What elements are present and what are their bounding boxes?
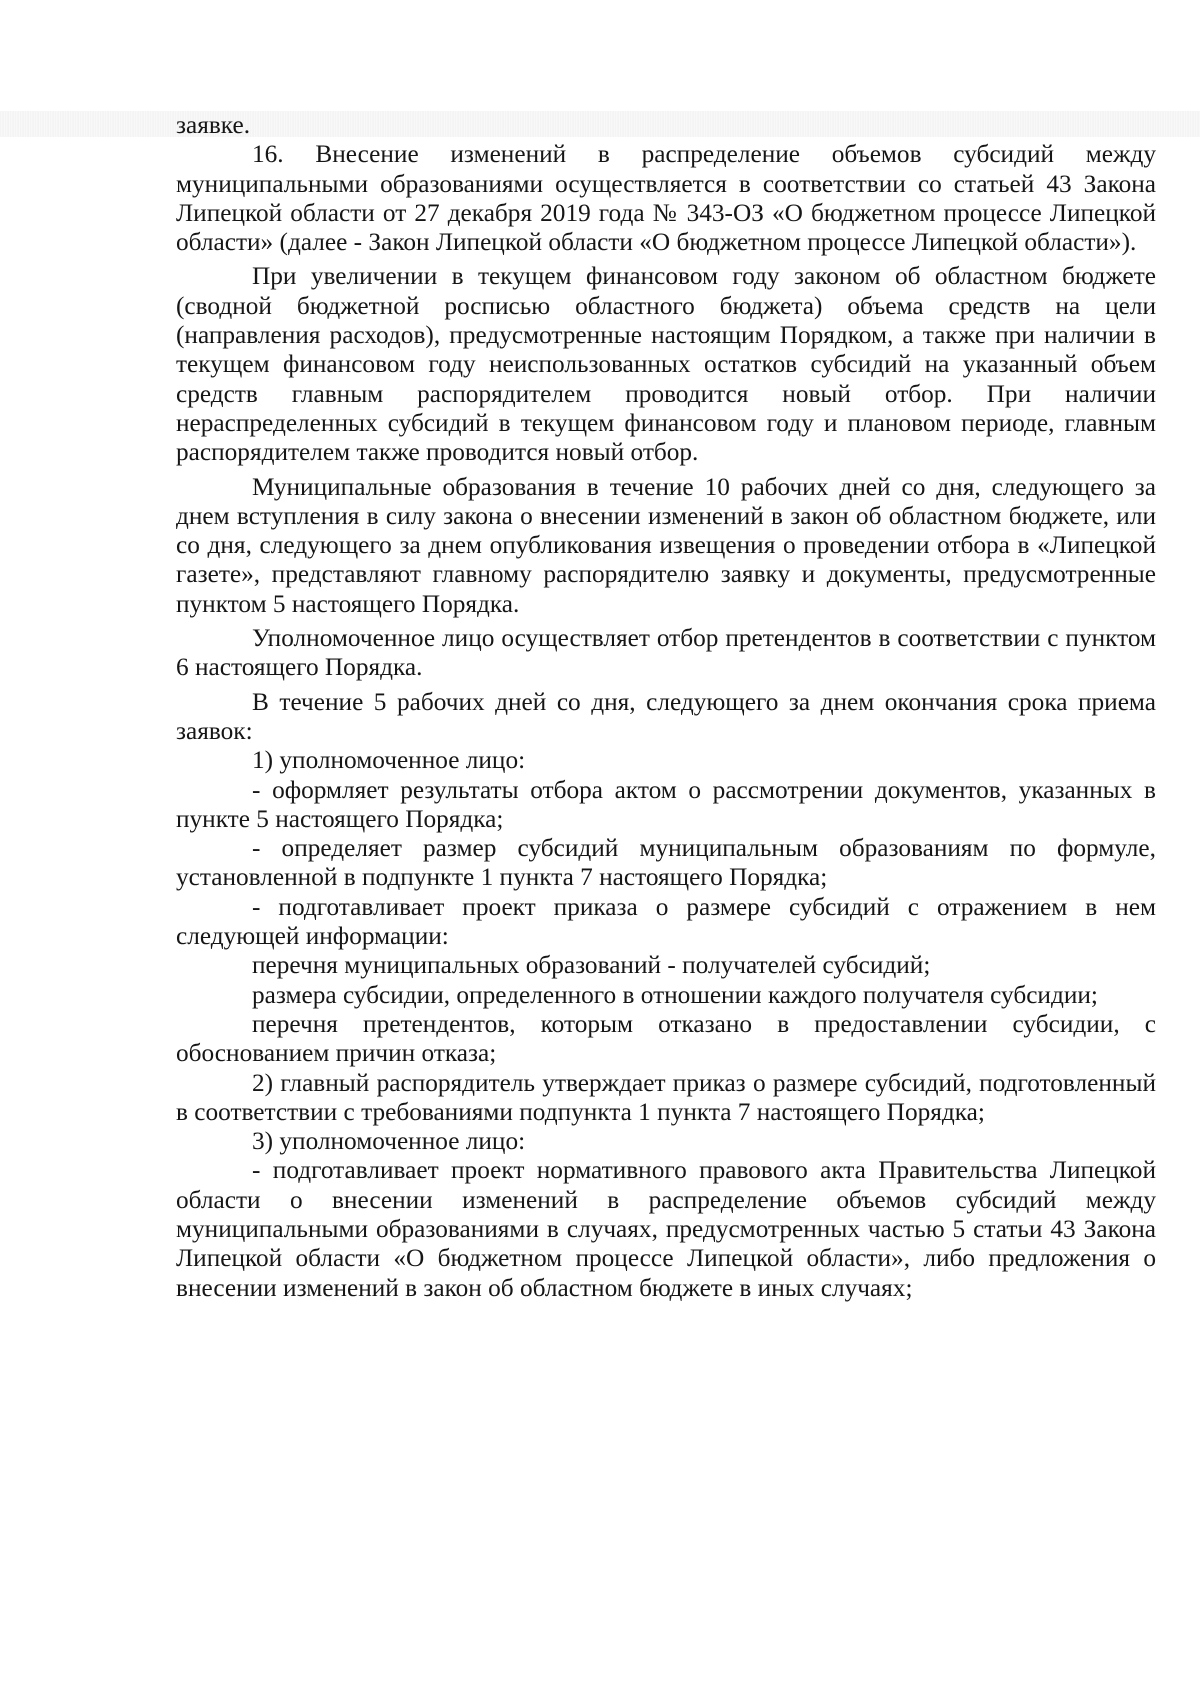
list-subitem-recipients: перечня муниципальных образований - получателей субсидий; <box>252 951 931 980</box>
paragraph-continuation: заявке. <box>176 111 251 139</box>
paragraph-within-5-days: В течение 5 рабочих дней со дня, следующего за днем окончания срока приема заявок: <box>176 687 1156 745</box>
list-item-2: 2) главный распорядитель утверждает приказ о размере субсидий, подготовленный в соответствии с требованиями подпункта 1 пункта 7 настоящего Порядка; <box>176 1068 1156 1126</box>
paragraph-municipal-applications: Муниципальные образования в течение 10 рабочих дней со дня, следующего за днем вступления в силу закона о внесении изменений в закон об областном бюджете, или со дня, следующего за днем опубликования извещения о проведении отбора в «Липецкой газете», представляют главному распорядителю заявку и документы, предусмотренные пунктом 5 настоящего Порядка. <box>176 472 1156 618</box>
list-subitem-refusals: перечня претендентов, которым отказано в предоставлении субсидии, с обоснованием причин отказа; <box>176 1009 1156 1068</box>
list-item-3: 3) уполномоченное лицо: <box>252 1127 526 1156</box>
paragraph-budget-increase: При увеличении в текущем финансовом году законом об областном бюджете (сводной бюджетной росписью областного бюджета) объема средств на цели (направления расходов), предусмотренные настоящим Порядком, а также при наличии в текущем финансовом году неиспользованных остатков субсидий на указанный объем средств главным распорядителем проводится новый отбор. При наличии нераспределенных субсидий в текущем финансовом году и плановом периоде, главным распорядителем также проводится новый отбор. <box>176 262 1156 467</box>
paragraph-16: 16. Внесение изменений в распределение объемов субсидий между муниципальными образованиями осуществляется в соответствии со статьей 43 Закона Липецкой области от 27 декабря 2019 года № 343-ОЗ «О бюджетном процессе Липецкой области» (далее - Закон Липецкой области «О бюджетном процессе Липецкой области»). <box>176 140 1156 257</box>
list-item-1-b: - определяет размер субсидий муниципальным образованиям по формуле, установленной в подпункте 1 пункта 7 настоящего Порядка; <box>176 834 1156 892</box>
list-subitem-amount: размера субсидии, определенного в отношении каждого получателя субсидии; <box>252 980 1098 1009</box>
list-item-3-a: - подготавливает проект нормативного правового акта Правительства Липецкой области о внесении изменений в распределение объемов субсидий между муниципальными образованиями в случаях, предусмотренных частью 5 статьи 43 Закона Липецкой области «О бюджетном процессе Липецкой области», либо предложения о внесении изменений в закон об областном бюджете в иных случаях; <box>176 1156 1156 1302</box>
list-item-1: 1) уполномоченное лицо: <box>252 746 526 775</box>
paragraph-selection: Уполномоченное лицо осуществляет отбор претендентов в соответствии с пунктом 6 настоящего Порядка. <box>176 624 1156 682</box>
list-item-1-a: - оформляет результаты отбора актом о рассмотрении документов, указанных в пункте 5 настоящего Порядка; <box>176 775 1156 833</box>
document-page <box>176 111 1156 1303</box>
list-item-1-c: - подготавливает проект приказа о размере субсидий с отражением в нем следующей информации: <box>176 892 1156 951</box>
